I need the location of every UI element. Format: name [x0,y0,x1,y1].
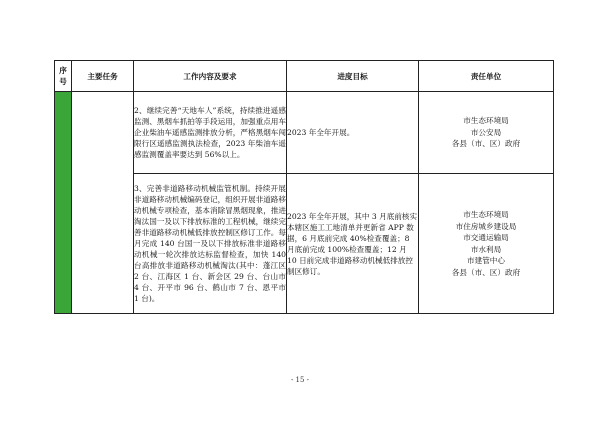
task-table [54,60,554,314]
header-seq-line1: 序 [59,66,67,75]
unit-line: 市水利局 [470,244,502,254]
unit-line: 市交通运输局 [463,233,509,242]
progress-cell: 2023 年全年开展。 [287,92,419,174]
unit-line: 各县（市、区）政府 [451,267,521,277]
content-cell: 3、完善非道路移动机械监管机制。持续开展非道路移动机械编码登记，组织开展非道路移动机械专项检查，基本消除冒黑烟现象，推进淘汰国一及以下排放标准的工程机械，继续完善非道路移动机械低排放控制区修订工作。每月完成 140 台国一及以下排放标准非道路移动机械一轮次排放达标监督检查，加快 140 台高排放非道路移动机械淘汰(其中：蓬江区 2 台、江海区 1 台、新会区 29 台、台山市 4 台、开平市 96 台、鹤山市 7 台、恩平市 1 台)。 [134,174,287,314]
unit-cell [419,174,554,314]
table-header-row [55,61,554,92]
unit-line: 各县（市、区）政府 [451,139,521,149]
content-cell: 2、继续完善“天地车人”系统，持续推进遥感监测、黑烟车抓拍等手段运用，加强重点用车企业柴油车遥感监测排放分析，严格黑烟车闯限行区遥感监测执法检查，2023 年柴油车遥感监测覆盖率要达到 56%以上。 [134,92,287,174]
seq-cell [55,92,72,314]
header-progress: 进度目标 [287,61,419,92]
header-unit: 责任单位 [419,61,554,92]
page-number: - 15 - [290,376,310,384]
header-seq-line2: 号 [59,77,67,86]
task-cell [72,92,134,314]
unit-line: 市建管中心 [467,256,505,265]
unit-cell [419,92,554,174]
unit-line: 市生态环境局 [463,116,509,126]
unit-line: 市公安局 [470,127,502,137]
unit-line: 市住房城乡建设局 [455,221,517,231]
unit-line: 市生态环境局 [463,210,509,219]
table-row [55,92,554,174]
header-content: 工作内容及要求 [134,61,287,92]
progress-cell: 2023 年全年开展，其中 3 月底前核实本辖区施工工地清单并更新省 APP 数据，6 月底前完成 40%检查覆盖；8 月底前完成 100%检查覆盖；12 月 10 日前完成非道路移动机械低排放控制区修订。 [287,174,419,314]
header-task: 主要任务 [72,61,134,92]
header-seq [55,61,72,92]
